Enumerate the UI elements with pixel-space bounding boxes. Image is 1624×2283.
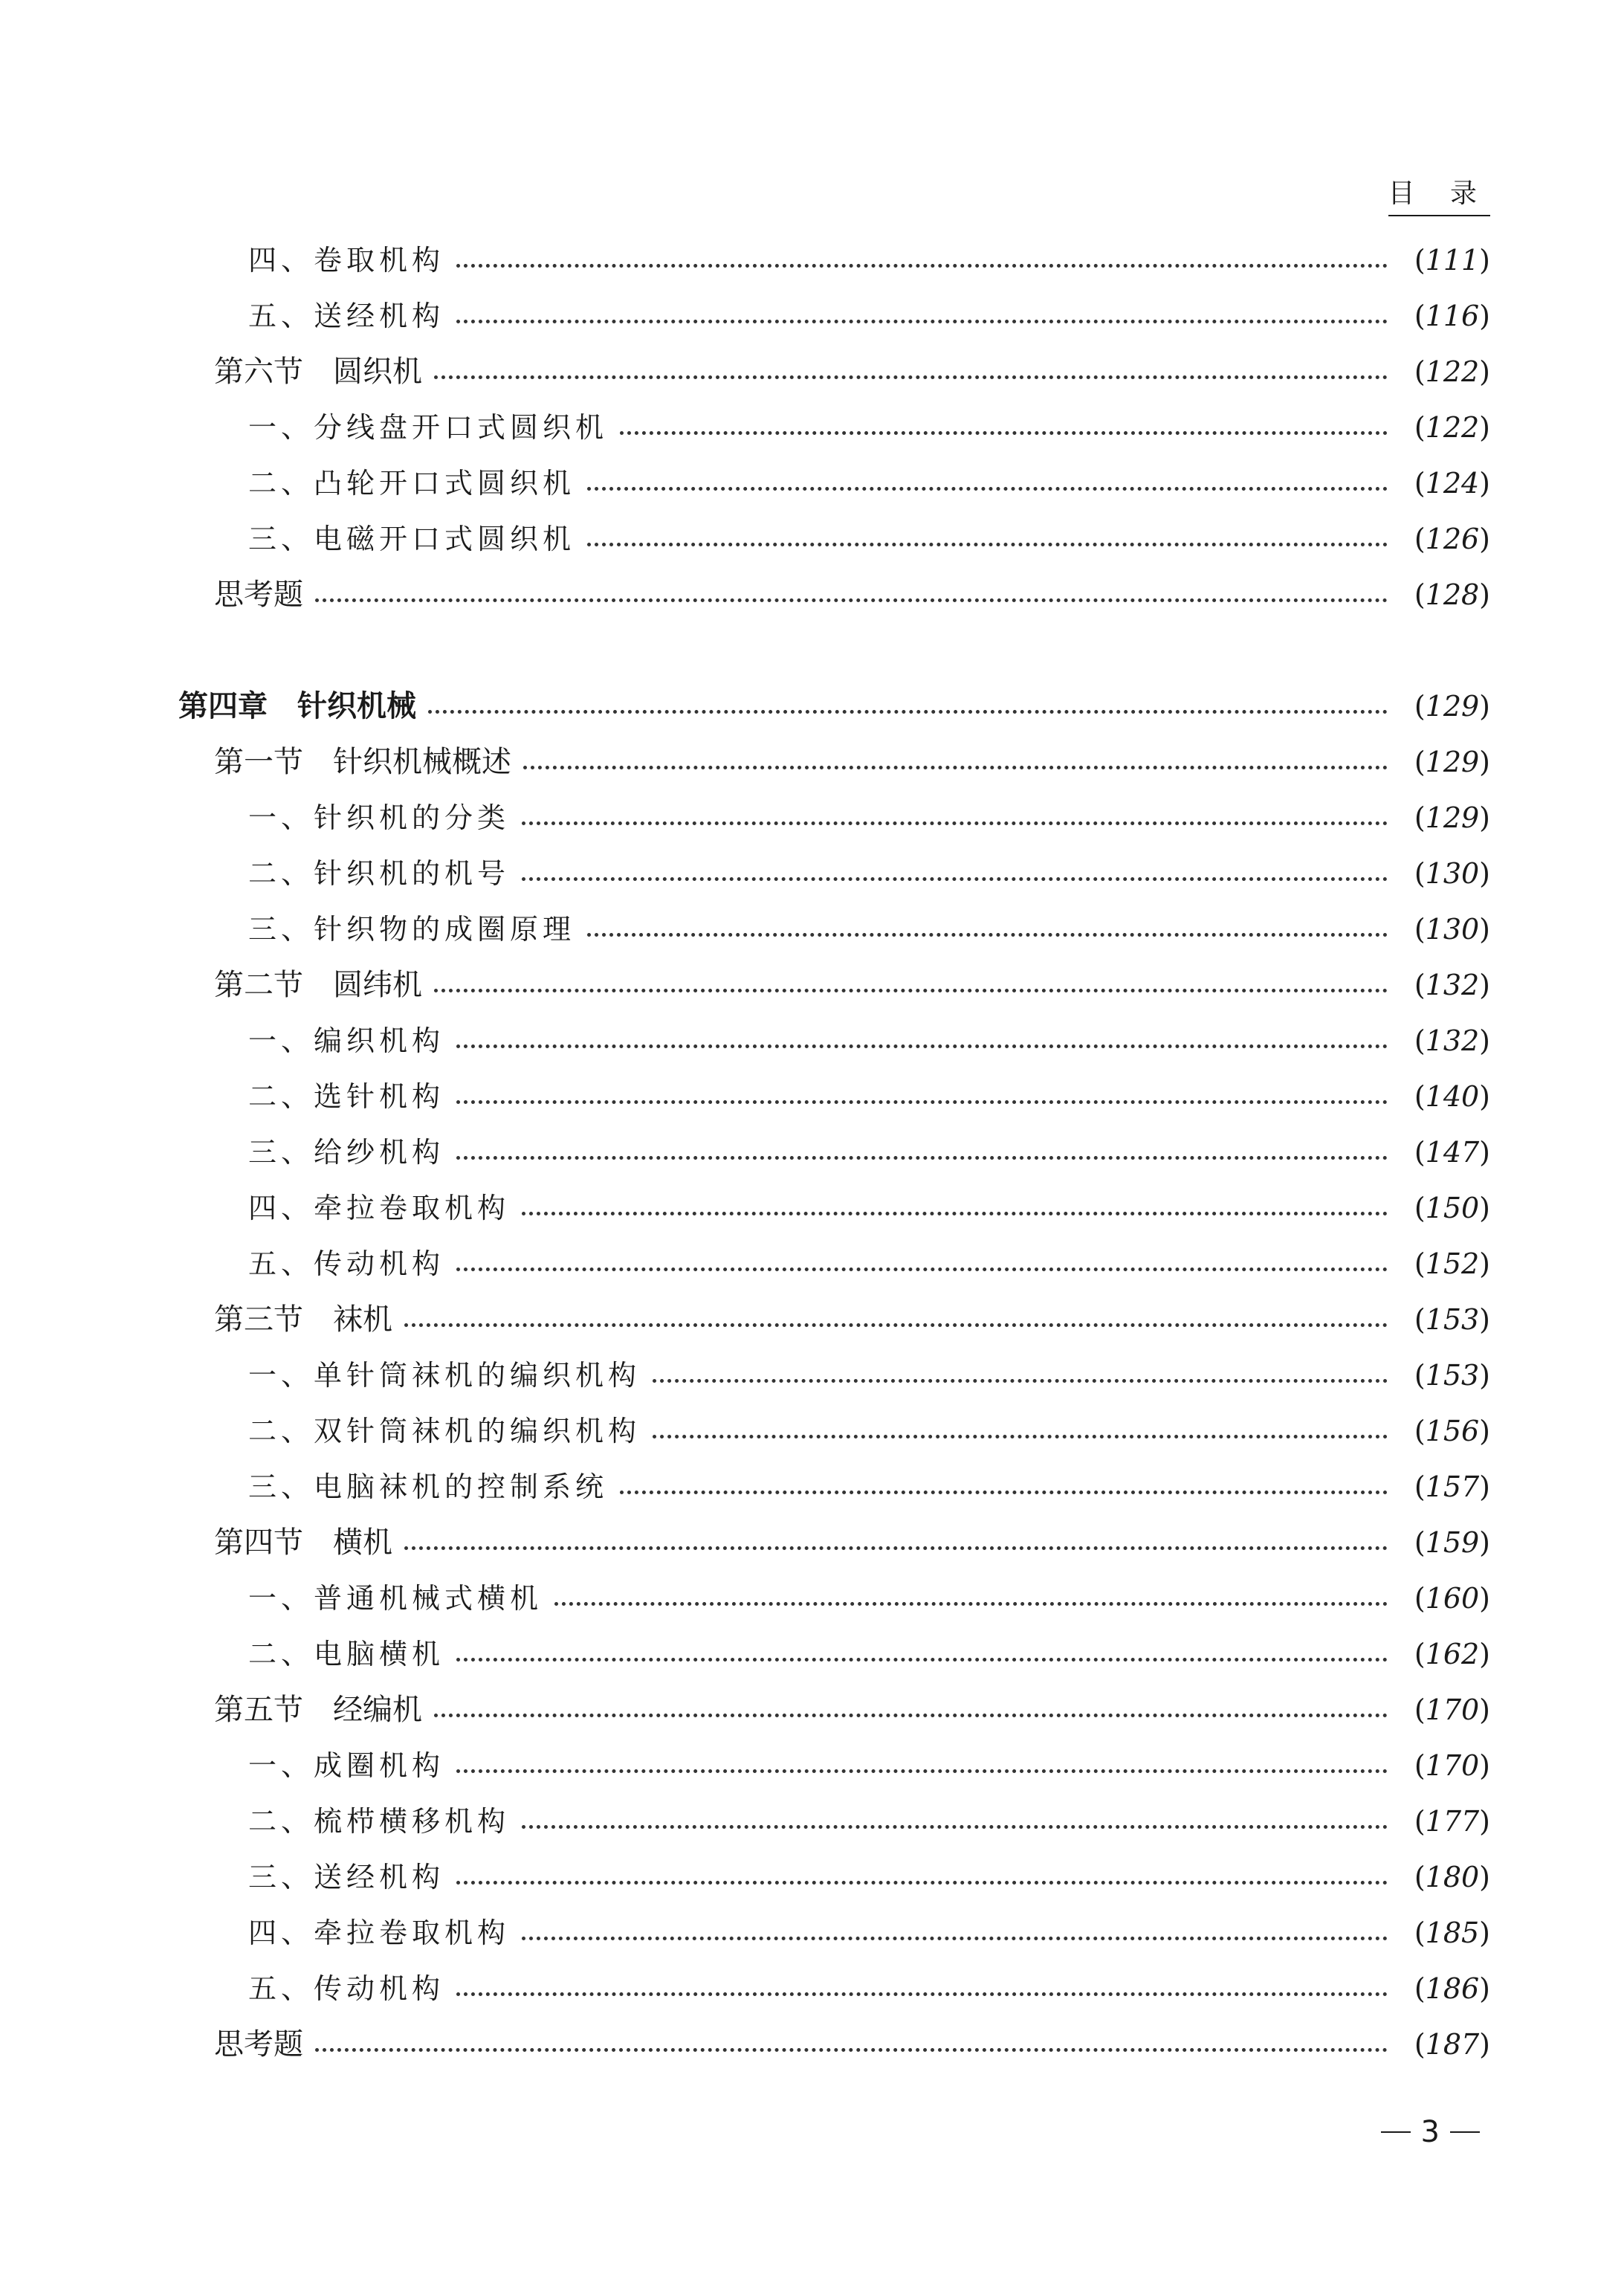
toc-entry-page	[1401, 1911, 1490, 1955]
toc-leader-dots	[522, 821, 1388, 825]
toc-entry-page	[1401, 684, 1490, 729]
toc-entry-page	[1401, 1130, 1490, 1175]
paren-open: (	[1414, 578, 1426, 611]
paren-open: (	[1414, 857, 1426, 890]
toc-entry-page	[1401, 963, 1490, 1007]
paren-close: )	[1479, 2028, 1490, 2061]
toc-leader-dots	[315, 2048, 1388, 2052]
toc-page-number: 129	[1425, 746, 1480, 778]
toc-entry-page	[1401, 1241, 1490, 1286]
toc-entry	[0, 1911, 1624, 1955]
toc-entry-page	[1401, 349, 1490, 394]
toc-entry	[0, 238, 1624, 282]
paren-close: )	[1479, 1749, 1490, 1782]
toc-entry-page	[1401, 795, 1490, 840]
paren-open: (	[1414, 746, 1426, 778]
paren-open: (	[1414, 1861, 1426, 1893]
toc-leader-dots	[523, 766, 1388, 769]
paren-open: (	[1414, 913, 1426, 946]
toc-entry-page	[1401, 1297, 1490, 1342]
toc-page-number: 126	[1425, 523, 1480, 555]
paren-close: )	[1479, 1805, 1490, 1838]
paren-close: )	[1479, 969, 1490, 1001]
toc-entry-title: 三、给纱机构	[248, 1136, 445, 1169]
paren-close: )	[1479, 801, 1490, 834]
toc-leader-dots	[620, 431, 1388, 435]
toc-entry-title: 二、针织机的机号	[248, 857, 511, 890]
toc-page-number: 156	[1425, 1415, 1480, 1447]
toc-leader-dots	[315, 598, 1388, 602]
toc-leader-dots	[456, 1769, 1388, 1773]
paren-close: )	[1479, 1247, 1490, 1280]
toc-leader-dots	[456, 1992, 1388, 1996]
paren-close: )	[1479, 1861, 1490, 1893]
paren-close: )	[1479, 1192, 1490, 1224]
toc-entry-page	[1401, 294, 1490, 338]
paren-open: (	[1414, 1972, 1426, 2005]
paren-open: (	[1414, 1024, 1426, 1057]
toc-leader-dots	[434, 1714, 1388, 1717]
toc-entry-title: 二、电脑横机	[248, 1638, 445, 1670]
toc-page-number: 170	[1425, 1749, 1480, 1782]
toc-entry	[0, 795, 1624, 840]
toc-entry-page	[1401, 1186, 1490, 1230]
paren-close: )	[1479, 1582, 1490, 1615]
toc-entry-title: 第四章 针织机械	[178, 689, 416, 723]
folio-number: 3	[1420, 2115, 1440, 2149]
toc-entry-title: 五、传动机构	[248, 1972, 445, 2005]
toc-entry	[0, 907, 1624, 952]
toc-leader-dots	[522, 877, 1388, 881]
toc-entry-page	[1401, 740, 1490, 784]
paren-open: (	[1414, 690, 1426, 723]
toc-page-number: 186	[1425, 1972, 1480, 2005]
paren-close: )	[1479, 411, 1490, 444]
toc-page-number: 129	[1425, 801, 1480, 834]
paren-close: )	[1479, 1972, 1490, 2005]
toc-entry	[0, 740, 1624, 784]
toc-entry	[0, 1576, 1624, 1621]
toc-entry	[0, 1186, 1624, 1230]
toc-entry-title: 五、传动机构	[248, 1247, 445, 1280]
toc-leader-dots	[456, 264, 1388, 268]
toc-entry	[0, 517, 1624, 561]
toc-leader-dots	[456, 1658, 1388, 1662]
paren-close: )	[1479, 1359, 1490, 1392]
toc-leader-dots	[587, 933, 1388, 937]
toc-entry	[0, 461, 1624, 506]
toc-page-number: 132	[1425, 969, 1480, 1001]
toc-entry-title: 第五节 经编机	[214, 1693, 422, 1727]
toc-page-number: 157	[1425, 1470, 1480, 1503]
toc-leader-dots	[456, 320, 1388, 323]
toc-leader-dots	[434, 375, 1388, 379]
toc-entry	[0, 572, 1624, 617]
paren-close: )	[1479, 467, 1490, 500]
toc-entry-title: 第四节 横机	[214, 1525, 392, 1560]
toc-page-number: 187	[1425, 2028, 1480, 2061]
paren-open: (	[1414, 1415, 1426, 1447]
toc-leader-dots	[456, 1100, 1388, 1104]
paren-open: (	[1414, 1359, 1426, 1392]
paren-open: (	[1414, 969, 1426, 1001]
toc-entry	[0, 1799, 1624, 1844]
toc-leader-dots	[653, 1435, 1388, 1438]
toc-entry-page	[1401, 405, 1490, 450]
paren-open: (	[1414, 2028, 1426, 2061]
toc-leader-dots	[554, 1602, 1388, 1606]
paren-open: (	[1414, 1470, 1426, 1503]
toc-entry-page	[1401, 1855, 1490, 1899]
paren-close: )	[1479, 244, 1490, 277]
toc-entry	[0, 1688, 1624, 1732]
paren-close: )	[1479, 578, 1490, 611]
toc-entry-title: 三、电脑袜机的控制系统	[248, 1470, 609, 1503]
paren-open: (	[1414, 467, 1426, 500]
toc-page-number: 140	[1425, 1080, 1480, 1113]
toc-leader-dots	[404, 1323, 1388, 1327]
paren-close: )	[1479, 690, 1490, 723]
toc-entry-title: 第一节 针织机械概述	[214, 745, 511, 779]
toc-entry-title: 四、牵拉卷取机构	[248, 1917, 511, 1949]
toc-entry	[0, 1632, 1624, 1676]
toc-entry-page	[1401, 1799, 1490, 1844]
paren-close: )	[1479, 1080, 1490, 1113]
toc-entry-page	[1401, 1520, 1490, 1565]
toc-entry	[0, 1241, 1624, 1286]
toc-page-number: 124	[1425, 467, 1480, 500]
toc-page-number: 147	[1425, 1136, 1480, 1169]
toc-entry	[0, 851, 1624, 896]
toc-entry	[0, 1743, 1624, 1788]
paren-open: (	[1414, 1192, 1426, 1224]
toc-entry-title: 一、普通机械式横机	[248, 1582, 543, 1615]
toc-page-number: 122	[1425, 355, 1480, 388]
toc-leader-dots	[434, 989, 1388, 992]
toc-leader-dots	[653, 1379, 1388, 1383]
toc-entry	[0, 1297, 1624, 1342]
paren-close: )	[1479, 746, 1490, 778]
paren-open: (	[1414, 1247, 1426, 1280]
toc-entry	[0, 1855, 1624, 1899]
toc-entry-title: 二、梳栉横移机构	[248, 1805, 511, 1838]
paren-close: )	[1479, 1917, 1490, 1949]
toc-leader-dots	[456, 1044, 1388, 1048]
toc-entry-page	[1401, 2022, 1490, 2067]
toc-entry	[0, 349, 1624, 394]
toc-entry-title: 第六节 圆织机	[214, 355, 422, 389]
toc-entry-title: 二、选针机构	[248, 1080, 445, 1113]
paren-open: (	[1414, 1749, 1426, 1782]
toc-entry-title: 四、牵拉卷取机构	[248, 1192, 511, 1224]
paren-close: )	[1479, 857, 1490, 890]
toc-entry-page	[1401, 1632, 1490, 1676]
paren-close: )	[1479, 1526, 1490, 1559]
toc-entry-title: 四、卷取机构	[248, 244, 445, 277]
toc-entry	[0, 1130, 1624, 1175]
toc-entry-title: 一、分线盘开口式圆织机	[248, 411, 609, 444]
toc-page-number: 116	[1425, 300, 1480, 332]
toc-entry-title: 思考题	[214, 578, 303, 612]
toc-entry	[0, 294, 1624, 338]
toc-entry-title: 一、成圈机构	[248, 1749, 445, 1782]
toc-entry-title: 五、送经机构	[248, 300, 445, 332]
toc-entry-title: 第二节 圆纬机	[214, 968, 422, 1002]
toc-leader-dots	[522, 1825, 1388, 1829]
toc-leader-dots	[428, 710, 1388, 714]
toc-page-number: 185	[1425, 1917, 1480, 1949]
toc-entry-page	[1401, 1966, 1490, 2011]
toc-entry	[0, 1966, 1624, 2011]
paren-close: )	[1479, 1303, 1490, 1336]
toc-entry-title: 三、针织物的成圈原理	[248, 913, 576, 946]
toc-entry-title: 一、单针筒袜机的编织机构	[248, 1359, 641, 1392]
toc-page-number: 153	[1425, 1359, 1480, 1392]
toc-entry	[0, 1353, 1624, 1398]
toc-entry-page	[1401, 1743, 1490, 1788]
toc-page-number: 177	[1425, 1805, 1480, 1838]
paren-open: (	[1414, 801, 1426, 834]
page-number	[1371, 2115, 1490, 2149]
toc-page-number: 159	[1425, 1526, 1480, 1559]
toc-page-number: 128	[1425, 578, 1480, 611]
paren-close: )	[1479, 300, 1490, 332]
toc-entry-title: 三、送经机构	[248, 1861, 445, 1893]
toc-entry	[0, 405, 1624, 450]
paren-open: (	[1414, 1526, 1426, 1559]
toc-leader-dots	[404, 1546, 1388, 1550]
toc-leader-dots	[522, 1937, 1388, 1940]
toc-entry-page	[1401, 1353, 1490, 1398]
toc-leader-dots	[620, 1491, 1388, 1494]
toc-entry-page	[1401, 1074, 1490, 1119]
toc-entry-page	[1401, 461, 1490, 506]
toc-entry	[0, 1074, 1624, 1119]
paren-close: )	[1479, 355, 1490, 388]
toc-leader-dots	[587, 543, 1388, 546]
toc-page-number: 162	[1425, 1638, 1480, 1670]
paren-open: (	[1414, 523, 1426, 555]
toc-entry	[0, 1018, 1624, 1063]
toc-entry-page	[1401, 1688, 1490, 1732]
toc-page-number: 130	[1425, 913, 1480, 946]
toc-entry-page	[1401, 907, 1490, 952]
toc-page-number: 122	[1425, 411, 1480, 444]
paren-close: )	[1479, 1415, 1490, 1447]
toc-entry-title: 三、电磁开口式圆织机	[248, 523, 576, 555]
folio-dash-right	[1450, 2131, 1480, 2133]
toc-leader-dots	[587, 487, 1388, 491]
running-header: 目 录	[1388, 172, 1490, 216]
toc-page-number: 132	[1425, 1024, 1480, 1057]
toc-entry-title: 二、双针筒袜机的编织机构	[248, 1415, 641, 1447]
toc-entry	[0, 684, 1624, 729]
toc-entry-page	[1401, 851, 1490, 896]
paren-open: (	[1414, 1080, 1426, 1113]
paren-close: )	[1479, 1470, 1490, 1503]
toc-page-number: 130	[1425, 857, 1480, 890]
folio-dash-left	[1381, 2131, 1411, 2133]
paren-open: (	[1414, 300, 1426, 332]
toc-page-number: 180	[1425, 1861, 1480, 1893]
paren-close: )	[1479, 1638, 1490, 1670]
toc-page-number: 150	[1425, 1192, 1480, 1224]
toc-entry-page	[1401, 1576, 1490, 1621]
toc-page-number: 170	[1425, 1693, 1480, 1726]
toc-entry-page	[1401, 238, 1490, 282]
paren-open: (	[1414, 1582, 1426, 1615]
paren-open: (	[1414, 1638, 1426, 1670]
toc-entry-page	[1401, 517, 1490, 561]
toc-page-number: 129	[1425, 690, 1480, 723]
paren-open: (	[1414, 355, 1426, 388]
toc-leader-dots	[456, 1156, 1388, 1160]
toc-page-number: 160	[1425, 1582, 1480, 1615]
toc-page-number: 153	[1425, 1303, 1480, 1336]
toc-entry-title: 一、编织机构	[248, 1024, 445, 1057]
paren-open: (	[1414, 1805, 1426, 1838]
toc-entry	[0, 2022, 1624, 2067]
toc-entry	[0, 963, 1624, 1007]
toc-entry-page	[1401, 1465, 1490, 1509]
toc-entry-title: 第三节 袜机	[214, 1302, 392, 1337]
toc-entry-title: 思考题	[214, 2027, 303, 2061]
toc-entry-page	[1401, 1409, 1490, 1453]
paren-open: (	[1414, 1136, 1426, 1169]
paren-open: (	[1414, 1693, 1426, 1726]
paren-open: (	[1414, 411, 1426, 444]
toc-leader-dots	[456, 1268, 1388, 1271]
paren-open: (	[1414, 1917, 1426, 1949]
toc-page-number: 111	[1425, 244, 1480, 277]
toc-entry-title: 二、凸轮开口式圆织机	[248, 467, 576, 500]
paren-close: )	[1479, 1693, 1490, 1726]
toc-entry	[0, 1409, 1624, 1453]
toc-entry-page	[1401, 1018, 1490, 1063]
toc-leader-dots	[522, 1212, 1388, 1215]
toc-page-number: 152	[1425, 1247, 1480, 1280]
paren-close: )	[1479, 523, 1490, 555]
paren-open: (	[1414, 1303, 1426, 1336]
toc-entry-page	[1401, 572, 1490, 617]
toc-leader-dots	[456, 1881, 1388, 1885]
toc-entry-title: 一、针织机的分类	[248, 801, 511, 834]
toc-entry	[0, 1520, 1624, 1565]
paren-close: )	[1479, 1024, 1490, 1057]
paren-open: (	[1414, 244, 1426, 277]
toc-entry	[0, 1465, 1624, 1509]
paren-close: )	[1479, 913, 1490, 946]
paren-close: )	[1479, 1136, 1490, 1169]
